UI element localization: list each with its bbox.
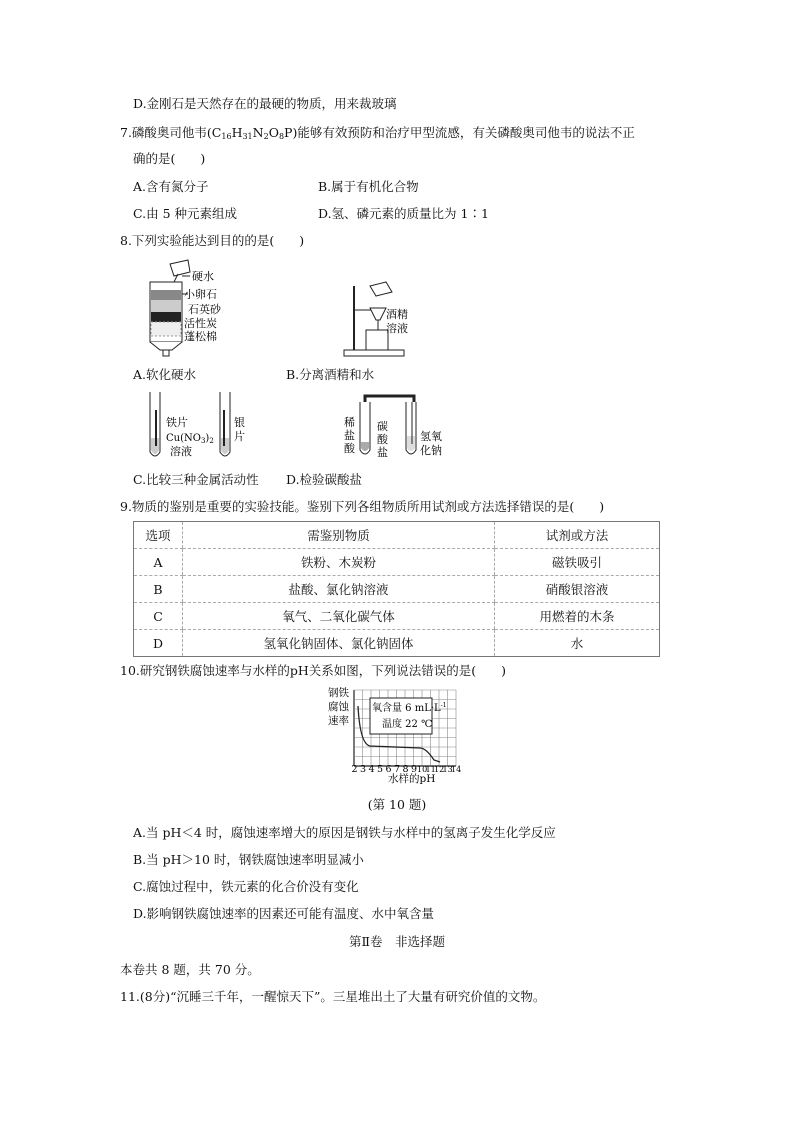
x-tick-label: 6 <box>385 764 392 775</box>
label-hydroxide-1: 氢氧 <box>420 430 442 443</box>
label-solution-c: 溶液 <box>170 445 192 458</box>
q8-option-c: C.比较三种金属活动性 <box>133 472 259 487</box>
water-filter-figure <box>140 256 250 358</box>
q7-sub-31: 31 <box>242 132 253 141</box>
x-axis-label: 水样的pH <box>388 773 436 785</box>
x-tick-label: 5 <box>377 764 384 775</box>
x-tick-label: 12 <box>434 765 445 774</box>
q7-option-c: C.由 5 种元素组成 <box>133 206 237 221</box>
q9-table <box>133 521 660 657</box>
table-row <box>134 576 660 603</box>
section-title: 第Ⅱ卷 非选择题 <box>349 934 445 949</box>
label-pebble: 小卵石 <box>184 288 217 301</box>
y-label-1: 钢铁 <box>328 687 349 699</box>
q7-stem-pre: 7.磷酸奥司他韦(C <box>120 125 222 140</box>
label-hydro: 盐 <box>344 429 355 442</box>
x-tick-label: 3 <box>360 764 367 775</box>
x-tick-label: 10 <box>417 765 428 774</box>
y-label-2: 腐蚀 <box>328 701 349 713</box>
label-silver: 银 <box>234 416 245 429</box>
q7-o: O <box>268 125 279 140</box>
q8-option-d: D.检验碳酸盐 <box>286 472 363 487</box>
label-acid: 酸 <box>344 442 355 455</box>
q7-stem <box>120 124 635 146</box>
cell-method: 用燃着的木条 <box>495 603 660 630</box>
label-alcohol: 酒精 <box>386 308 408 321</box>
x-tick-label: 8 <box>402 764 409 775</box>
q7-option-a: A.含有氮分子 <box>133 179 209 194</box>
q6-option-d: D.金刚石是天然存在的最硬的物质，用来裁玻璃 <box>133 96 397 111</box>
cell-option: A <box>134 549 183 576</box>
q7-option-b: B.属于有机化合物 <box>318 179 419 194</box>
x-tick-label: 2 <box>351 764 358 775</box>
cell-substances: 盐酸、氯化钠溶液 <box>183 576 495 603</box>
q7-stem-post: P)能够有效预防和治疗甲型流感，有关磷酸奥司他韦的说法不正 <box>284 125 635 140</box>
cell-substances: 氧气、二氧化碳气体 <box>183 603 495 630</box>
q8-stem: 8.下列实验能达到目的的是( ) <box>120 233 305 248</box>
x-tick-label: 13 <box>442 765 453 774</box>
q11-stem: 11.(8分)“沉睡三千年，一醒惊天下”。三星堆出土了大量有研究价值的文物。 <box>120 989 546 1004</box>
label-carbon: 碳 <box>377 420 388 433</box>
q8-option-b: B.分离酒精和水 <box>286 367 375 382</box>
label-cotton: 蓬松棉 <box>184 330 217 343</box>
q7-n: N <box>252 125 264 140</box>
q7-h: H <box>231 125 243 140</box>
carbonate-test-figure <box>340 392 450 464</box>
cell-substances: 铁粉、木炭粉 <box>183 549 495 576</box>
cell-method: 水 <box>495 630 660 657</box>
section-intro: 本卷共 8 题，共 70 分。 <box>120 962 260 977</box>
cell-option: B <box>134 576 183 603</box>
y-label-3: 速率 <box>328 715 349 727</box>
label-acid-2: 酸 <box>377 433 388 446</box>
q10-stem: 10.研究钢铁腐蚀速率与水样的pH关系如图，下列说法错误的是( ) <box>120 663 507 678</box>
q10-option-b: B.当 pH＞10 时，钢铁腐蚀速率明显减小 <box>133 852 364 867</box>
x-tick-label: 4 <box>368 764 375 775</box>
x-tick-label: 14 <box>451 765 462 774</box>
label-copper-nitrate: $Cu(NO_3)_2$ <box>166 433 214 445</box>
q8-option-a: A.软化硬水 <box>133 367 197 382</box>
x-tick-label: 11 <box>425 765 436 774</box>
q7-sub-2: 2 <box>263 132 269 141</box>
table-header-row <box>134 522 660 549</box>
label-activated-carbon: 活性炭 <box>184 317 217 330</box>
filtration-figure <box>340 280 420 358</box>
header-method: 试剂或方法 <box>495 522 660 549</box>
q10-option-c: C.腐蚀过程中，铁元素的化合价没有变化 <box>133 879 359 894</box>
note-oxygen: 氧含量 6 $mL\cdot L^{-1}$ <box>372 702 447 714</box>
q7-stem-2: 确的是( ) <box>133 151 206 166</box>
label-quartz-sand: 石英砂 <box>188 303 221 316</box>
header-option: 选项 <box>134 522 183 549</box>
q10-option-a: A.当 pH＜4 时，腐蚀速率增大的原因是钢铁与水样中的氢离子发生化学反应 <box>133 825 556 840</box>
header-substances: 需鉴别物质 <box>183 522 495 549</box>
table-row <box>134 603 660 630</box>
label-solution: 溶液 <box>386 322 408 335</box>
label-salt: 盐 <box>377 446 388 459</box>
label-hydroxide-2: 化钠 <box>420 444 442 457</box>
q7-sub-16: 16 <box>221 132 232 141</box>
q7-option-d: D.氢、磷元素的质量比为 1∶1 <box>318 206 489 221</box>
cell-option: D <box>152 635 164 651</box>
cell-method: 硝酸银溶液 <box>495 576 660 603</box>
corrosion-chart <box>326 686 486 786</box>
table-row <box>134 549 660 576</box>
metal-activity-figure <box>140 390 250 462</box>
q9-stem: 9.物质的鉴别是重要的实验技能。鉴别下列各组物质所用试剂或方法选择错误的是( ) <box>120 499 605 514</box>
label-dilute: 稀 <box>344 416 355 429</box>
cell-option: C <box>134 603 183 630</box>
q7-sub-8: 8 <box>278 132 285 141</box>
cell-method: 磁铁吸引 <box>495 549 660 576</box>
x-tick-label: 7 <box>394 764 401 775</box>
label-sheet: 片 <box>234 430 245 443</box>
label-iron-sheet: 铁片 <box>166 416 188 429</box>
note-temperature: 温度 22 ℃ <box>382 719 433 730</box>
q10-option-d: D.影响钢铁腐蚀速率的因素还可能有温度、水中氧含量 <box>133 906 435 921</box>
cell-substances: 氢氧化钠固体、氯化钠固体 <box>183 630 495 657</box>
x-tick-label: 9 <box>411 764 418 775</box>
table-row <box>134 630 660 657</box>
figure-caption: (第 10 题) <box>367 797 427 812</box>
label-hard-water: 硬水 <box>192 270 214 283</box>
